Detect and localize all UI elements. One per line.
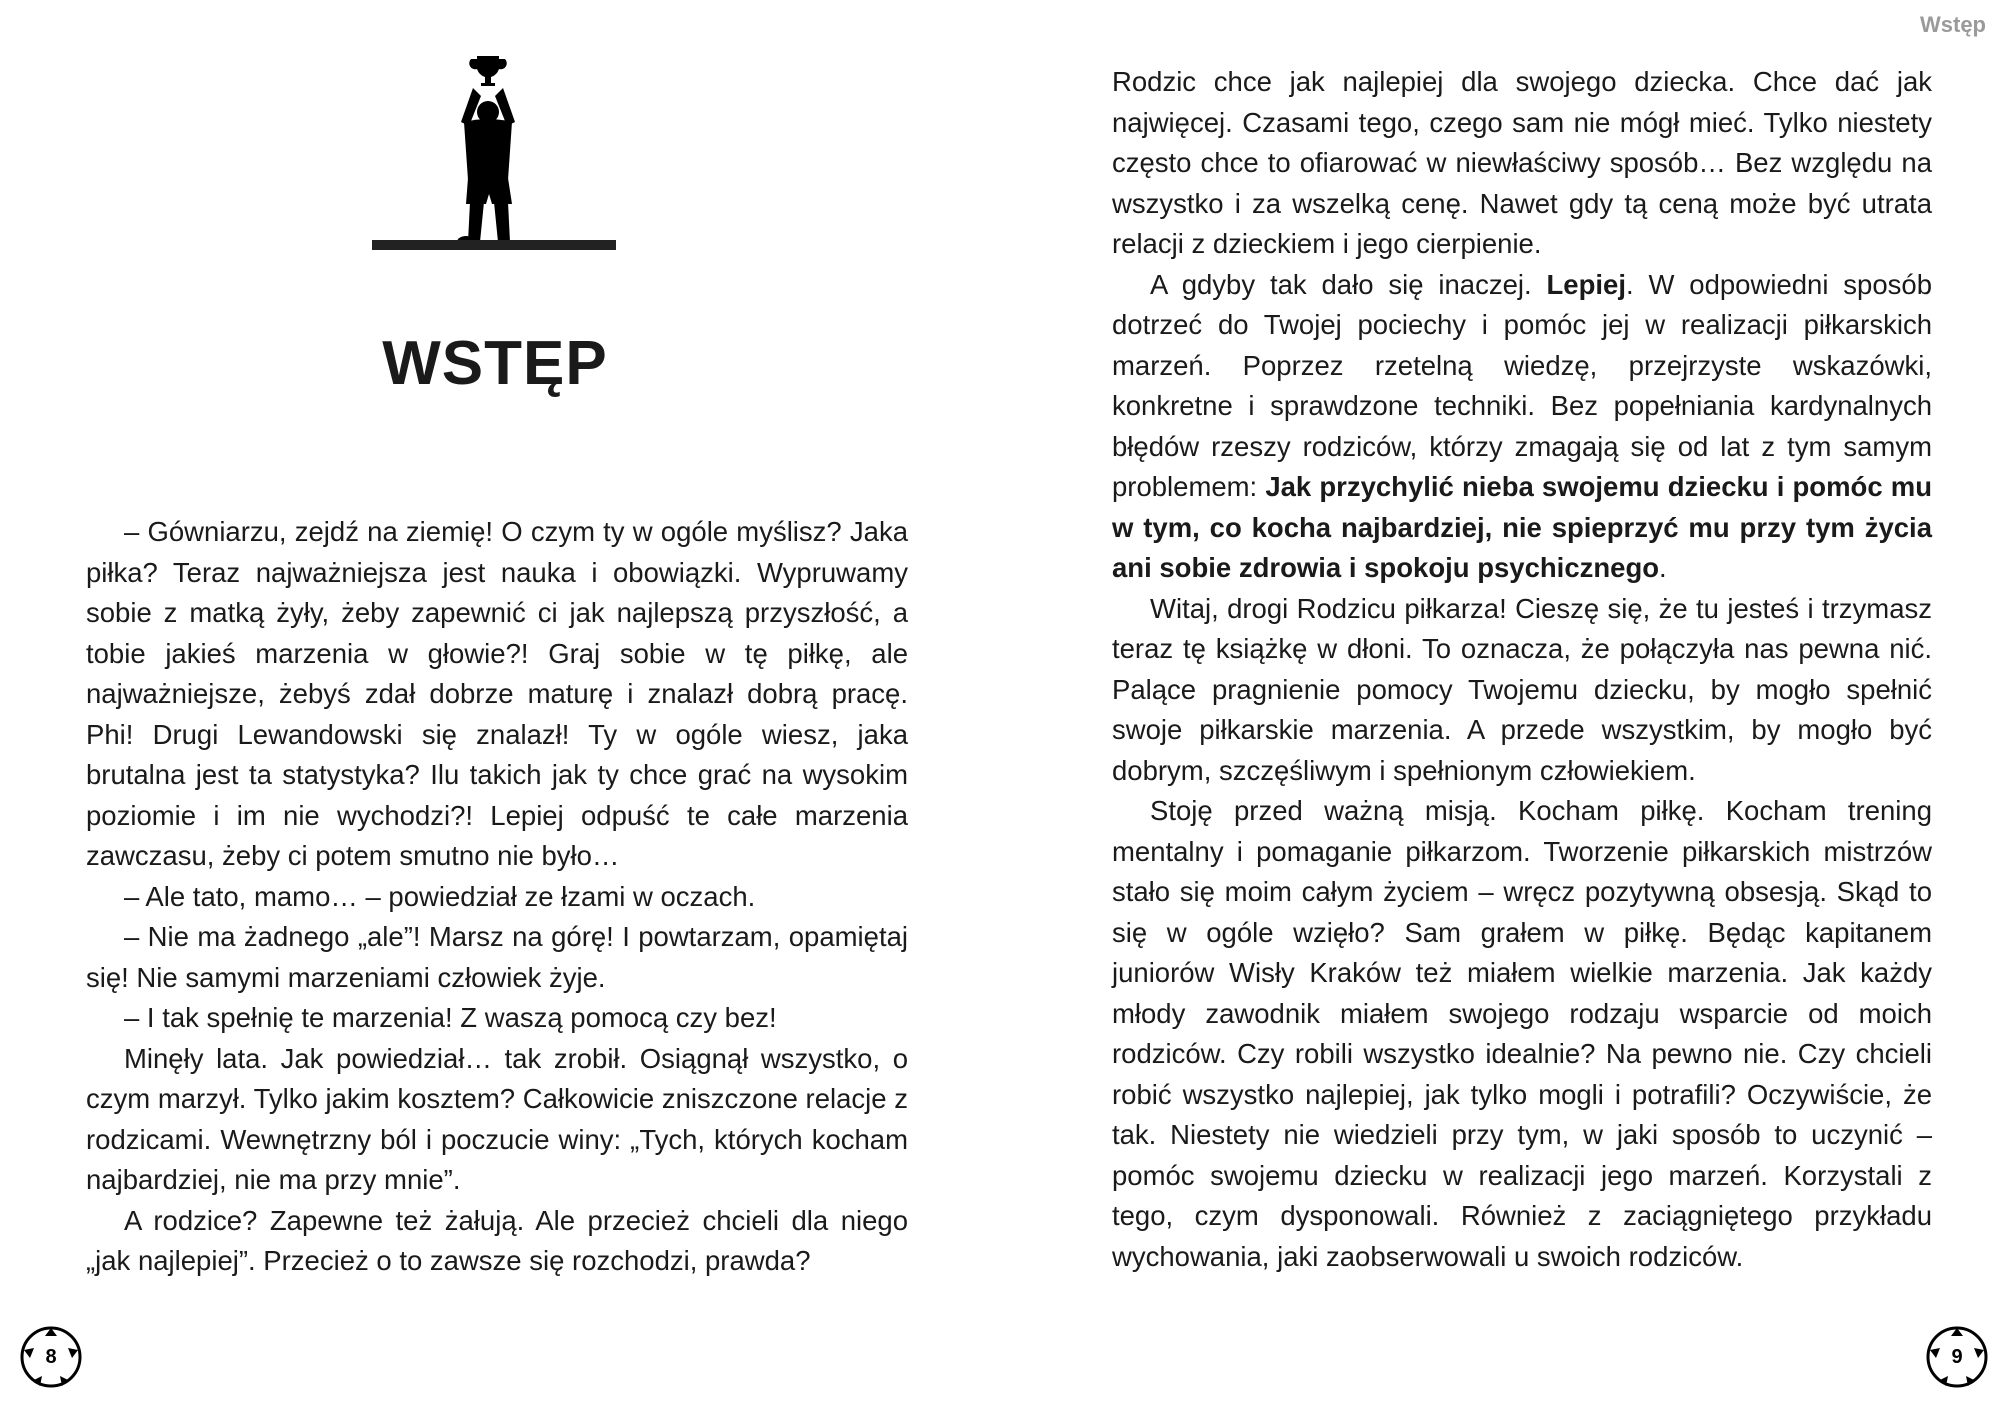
paragraph: A rodzice? Zapewne też żałują. Ale przecież chcieli dla niego „jak najlepiej”. Przecież o to zawsze się rozchodzi, prawda? [86, 1204, 908, 1276]
page-number-badge [1926, 1326, 1988, 1388]
right-page-body [1112, 62, 1932, 1277]
bold-text: Jak przychylić nieba swojemu dziecku i pomóc mu w tym, co kocha najbardziej, nie spieprzyć mu przy tym życia ani sobie zdrowia i spokoju psychicznego [1112, 471, 1932, 583]
paragraph: Minęły lata. Jak powiedział… tak zrobił. Osiągnął wszystko, o czym marzył. Tylko jakim kosztem? Całkowicie zniszczone relacje z rodzicami. Wewnętrzny ból i poczucie winy: „Tych, których kocham najbardziej, nie ma przy mnie”. [86, 1042, 908, 1195]
paragraph: Stoję przed ważną misją. Kocham piłkę. Kocham trening mentalny i pomaganie piłkarzom. Tworzenie piłkarskich mistrzów stało się moim całym życiem – wręcz pozytywną obsesją. Skąd to się w ogóle wzięło? Sam grałem w piłkę. Będąc kapitanem juniorów Wisły Kraków też miałem wielkie marzenia. Jak każdy młody zawodnik miałem swojego rodzaju wsparcie od moich rodziców. Czy robili wszystko idealnie? Na pewno nie. Czy chcieli robić wszystko najlepiej, jak tylko mogli i potrafili? Oczywiście, że tak. Niestety nie wiedzieli przy tym, w jaki sposób to uczynić – pomóc swojemu dziecku w realizacji jego marzeń. Korzystali z tego, czym dysponowali. Również z zaciągniętego przykładu wychowania, jaki zaobserwowali u swoich rodziców. [1112, 795, 1932, 1272]
left-page-body [86, 512, 908, 1282]
paragraph: – Gówniarzu, zejdź na ziemię! O czym ty w ogóle myślisz? Jaka piłka? Teraz najważniejsza jest nauka i obowiązki. Wypruwamy sobie z matką żyły, żeby zapewnić ci jak najlepszą przyszłość, a tobie jakieś marzenia w głowie?! Graj sobie w tę piłkę, ale najważniejsze, żebyś zdał dobrze maturę i znalazł dobrą pracę. Phi! Drugi Lewandowski się znalazł! Ty w ogóle wiesz, jaka brutalna jest ta statystyka? Ilu takich jak ty chce grać na wysokim poziomie i im nie wychodzi?! Lepiej odpuść te całe marzenia zawczasu, żeby ci potem smutno nie było… [86, 516, 908, 871]
running-header: Wstęp [1920, 12, 1986, 37]
page-number: 9 [1951, 1346, 1963, 1368]
text-run: A gdyby tak dało się inaczej. [1150, 268, 1547, 300]
trophy-player-silhouette-icon [370, 52, 618, 252]
page-number-badge [20, 1326, 82, 1388]
text-run: . W odpowiedni sposób dotrzeć do Twojej pociechy i pomóc jej w realizacji piłkarskich marzeń. Poprzez rzetelną wiedzę, przejrzyste wskazówki, konkretne i sprawdzone techniki. Bez popełniania kardynalnych błędów rzeszy rodziców, którzy zmagają się od lat z tym samym problemem: [1112, 268, 1932, 502]
paragraph: – I tak spełnię te marzenia! Z waszą pomocą czy bez! [124, 1002, 777, 1033]
bold-text: Lepiej [1546, 268, 1626, 300]
paragraph [1112, 265, 1932, 589]
paragraph: Rodzic chce jak najlepiej dla swojego dziecka. Chce dać jak najwięcej. Czasami tego, czego sam nie mógł mieć. Tylko niestety często chce to ofiarować w niewłaściwy sposób… Bez względu na wszystko i za wszelką cenę. Nawet gdy tą ceną może być utrata relacji z dzieckiem i jego cierpienie. [1112, 66, 1932, 259]
paragraph: Witaj, drogi Rodzicu piłkarza! Cieszę się, że tu jesteś i trzymasz teraz tę książkę w dłoni. To oznacza, że połączyła nas pewna nić. Palące pragnienie pomocy Twojemu dziecku, by mogło spełnić swoje piłkarskie marzenia. A przede wszystkim, by mogło być dobrym, szczęśliwym i spełnionym człowiekiem. [1112, 592, 1932, 786]
text-run: . [1659, 552, 1667, 583]
page-number: 8 [45, 1346, 57, 1368]
paragraph: – Ale tato, mamo… – powiedział ze łzami w oczach. [124, 880, 756, 912]
paragraph: – Nie ma żadnego „ale”! Marsz na górę! I powtarzam, opamiętaj się! Nie samymi marzeniami człowiek żyje. [86, 921, 908, 993]
chapter-title: WSTĘP [382, 329, 608, 398]
